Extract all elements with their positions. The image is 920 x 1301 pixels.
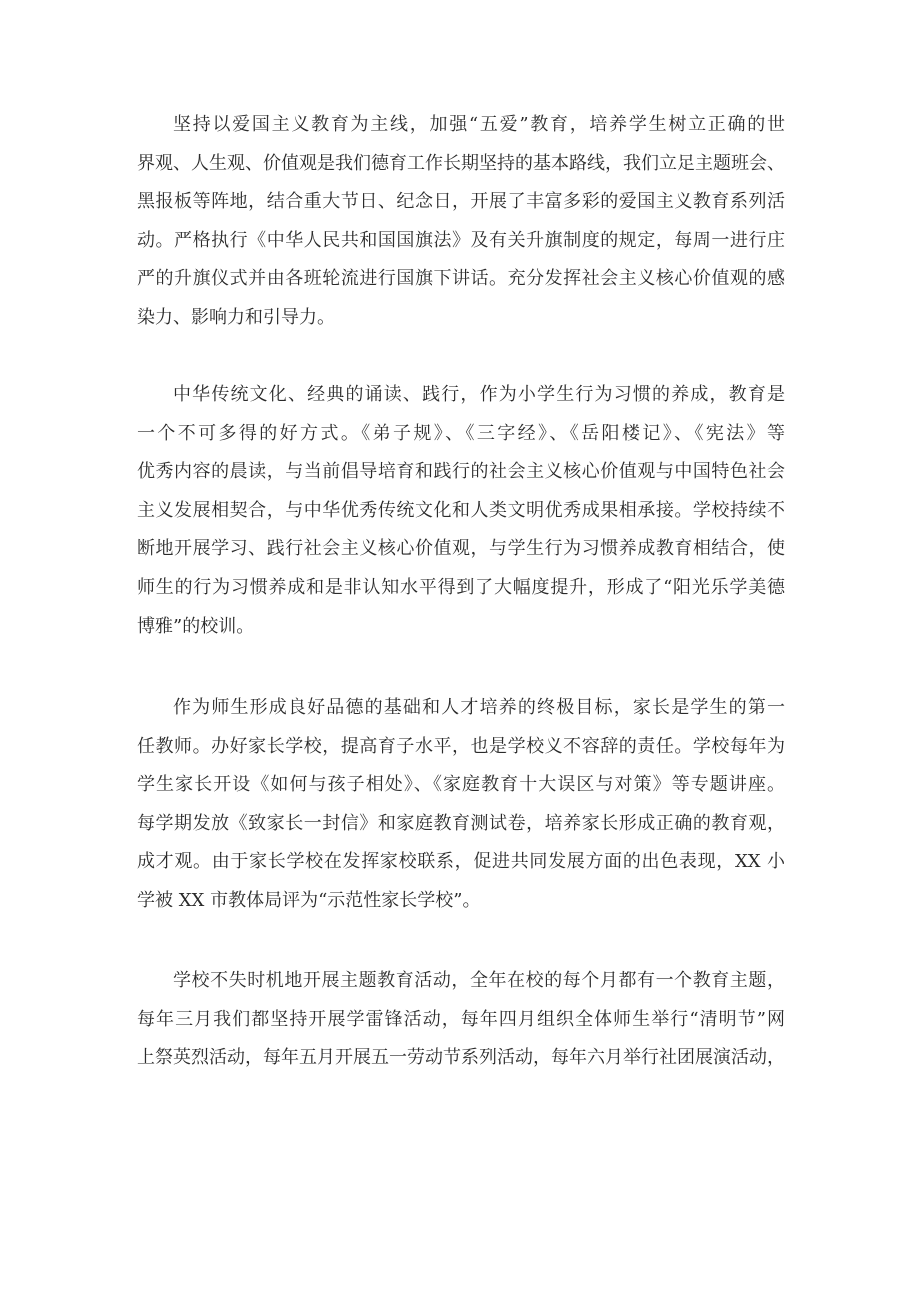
text-line: 学生家长开设《如何与孩子相处》、《家庭教育十大误区与对策》等专题讲座。 — [137, 774, 785, 796]
text-line: 作为师生形成良好品德的基础和人才培养的终极目标，家长是学生的第一 — [173, 697, 785, 718]
text-line: 中华传统文化、经典的诵读、践行，作为小学生行为习惯的养成，教育是 — [173, 384, 785, 405]
text-line: 学校不失时机地开展主题教育活动，全年在校的每个月都有一个教育主题， — [173, 970, 785, 991]
text-line: 黑报板等阵地，结合重大节日、纪念日，开展了丰富多彩的爱国主义教育系列活 — [137, 191, 785, 213]
text-line: 成才观。由于家长学校在发挥家校联系，促进共同发展方面的出色表现，XX 小 — [137, 851, 785, 873]
text-line: 师生的行为习惯养成和是非认知水平得到了大幅度提升，形成了“阳光乐学美德 — [137, 576, 785, 598]
text-line: 每年三月我们都坚持开展学雷锋活动，每年四月组织全体师生举行“清明节”网 — [137, 1008, 785, 1030]
text-line: 优秀内容的晨读，与当前倡导培育和践行的社会主义核心价值观与中国特色社会 — [137, 461, 785, 483]
text-line: 染力、影响力和引导力。 — [137, 306, 335, 328]
text-line: 任教师。办好家长学校，提高育子水平，也是学校义不容辞的责任。学校每年为 — [137, 735, 785, 757]
text-line: 主义发展相契合，与中华优秀传统文化和人类文明优秀成果相承接。学校持续不 — [137, 499, 785, 521]
text-line: 一个不可多得的好方式。《弟子规》、《三字经》、《岳阳楼记》、《宪法》等 — [137, 422, 785, 444]
text-line: 界观、人生观、价值观是我们德育工作长期坚持的基本路线，我们立足主题班会、 — [137, 152, 785, 174]
text-line: 严的升旗仪式并由各班轮流进行国旗下讲话。充分发挥社会主义核心价值观的感 — [137, 268, 785, 290]
text-line: 坚持以爱国主义教育为主线，加强“五爱”教育，培养学生树立正确的世 — [173, 114, 785, 135]
paragraph-patriotic-education — [137, 106, 785, 338]
text-line: 每学期发放《致家长一封信》和家庭教育测试卷，培养家长形成正确的教育观， — [137, 812, 785, 834]
text-line: 博雅”的校训。 — [137, 615, 255, 637]
paragraph-theme-activities — [137, 962, 785, 1078]
paragraph-traditional-culture — [137, 376, 785, 646]
paragraph-parent-school — [137, 689, 785, 921]
text-line: 上祭英烈活动，每年五月开展五一劳动节系列活动，每年六月举行社团展演活动， — [137, 1047, 785, 1069]
text-line: 断地开展学习、践行社会主义核心价值观，与学生行为习惯养成教育相结合，使 — [137, 538, 785, 560]
text-line: 学被 XX 市教体局评为“示范性家长学校”。 — [137, 889, 481, 911]
text-line: 动。严格执行《中华人民共和国国旗法》及有关升旗制度的规定，每周一进行庄 — [137, 229, 785, 251]
